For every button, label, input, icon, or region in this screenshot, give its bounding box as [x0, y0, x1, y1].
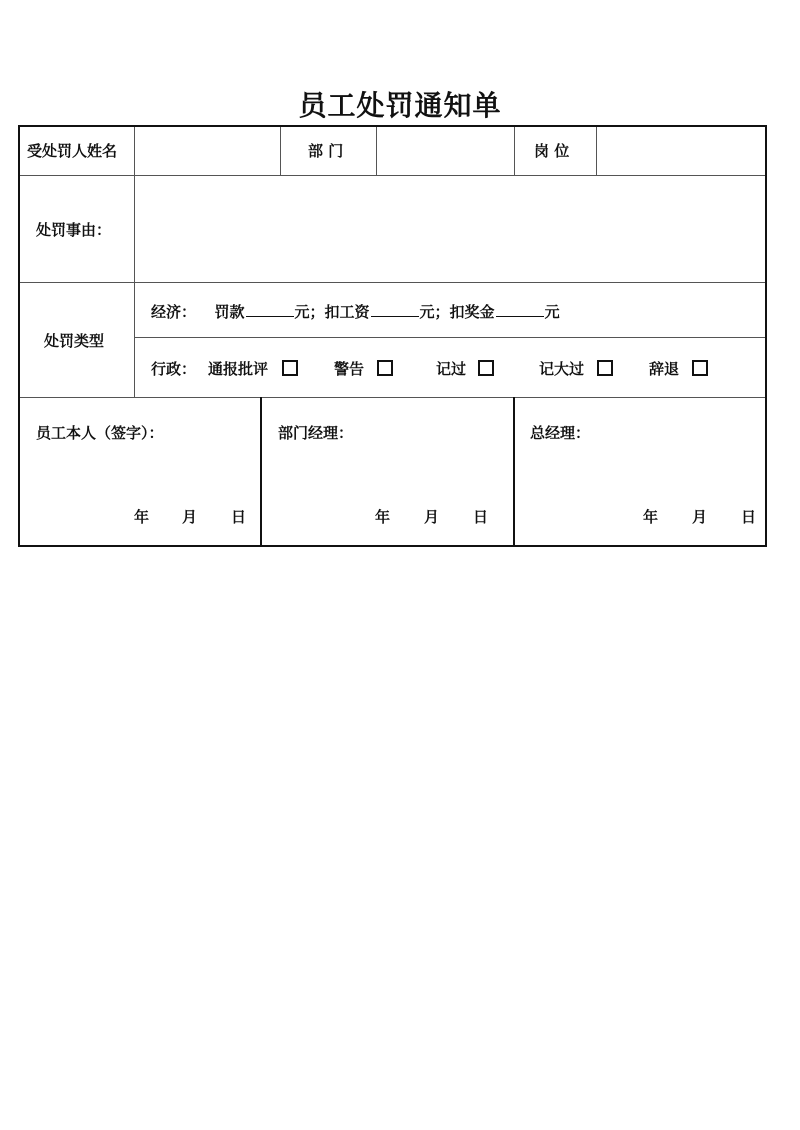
gm-signature-label: 总经理：	[530, 424, 591, 442]
row-divider-2	[20, 282, 765, 283]
type-label: 处罚类型	[44, 332, 105, 350]
option-label-demerit: 记过	[436, 360, 467, 378]
dept-manager-date-year: 年	[375, 508, 391, 526]
fine-label: 罚款	[214, 303, 245, 321]
option-label-dismissal: 辞退	[649, 360, 680, 378]
row-divider-3	[134, 337, 765, 338]
page-title: 员工处罚通知单	[298, 89, 502, 122]
gm-date-month: 月	[692, 508, 708, 526]
name-field[interactable]	[136, 128, 279, 174]
checkbox-notice[interactable]	[282, 360, 298, 376]
position-label: 岗 位	[534, 142, 570, 160]
dept-manager-signature-label: 部门经理：	[278, 424, 354, 442]
penalty-form	[18, 125, 767, 547]
fine-unit: 元；	[294, 303, 325, 321]
dept-manager-date-month: 月	[424, 508, 440, 526]
option-label-notice: 通报批评	[208, 360, 269, 378]
checkbox-major-demerit[interactable]	[597, 360, 613, 376]
row-divider-1	[20, 175, 765, 176]
col-divider	[376, 127, 377, 175]
employee-date-day: 日	[231, 508, 247, 526]
deduct-wage-label: 扣工资	[324, 303, 370, 321]
employee-signature-field[interactable]	[22, 447, 258, 497]
deduct-bonus-amount-field[interactable]	[496, 302, 544, 317]
row-divider-4	[20, 397, 765, 398]
deduct-bonus-label: 扣奖金	[449, 303, 495, 321]
col-divider	[514, 127, 515, 175]
col-divider	[134, 127, 135, 397]
deduct-bonus-unit: 元	[544, 303, 560, 321]
reason-field[interactable]	[136, 177, 764, 281]
dept-field[interactable]	[378, 128, 513, 174]
employee-date-year: 年	[134, 508, 150, 526]
employee-signature-label: 员工本人（签字）：	[36, 424, 164, 442]
checkbox-dismissal[interactable]	[692, 360, 708, 376]
checkbox-demerit[interactable]	[478, 360, 494, 376]
employee-date-month: 月	[182, 508, 198, 526]
dept-manager-date-day: 日	[473, 508, 489, 526]
col-divider	[596, 127, 597, 175]
checkbox-warning[interactable]	[377, 360, 393, 376]
fine-amount-field[interactable]	[246, 302, 294, 317]
gm-date-year: 年	[643, 508, 659, 526]
dept-label: 部 门	[308, 142, 344, 160]
gm-signature-field[interactable]	[517, 447, 763, 497]
option-label-warning: 警告	[334, 360, 365, 378]
dept-manager-signature-field[interactable]	[264, 447, 511, 497]
deduct-wage-unit: 元；	[419, 303, 450, 321]
name-label: 受处罚人姓名	[27, 142, 118, 160]
option-label-major-demerit: 记大过	[539, 360, 585, 378]
reason-label: 处罚事由：	[36, 221, 112, 239]
deduct-wage-amount-field[interactable]	[371, 302, 419, 317]
col-divider	[280, 127, 281, 175]
col-divider	[513, 397, 515, 547]
economic-line	[151, 302, 560, 321]
admin-prefix: 行政：	[151, 360, 197, 378]
gm-date-day: 日	[741, 508, 757, 526]
economic-prefix: 经济：	[151, 303, 197, 321]
position-field[interactable]	[598, 128, 764, 174]
col-divider	[260, 397, 262, 547]
